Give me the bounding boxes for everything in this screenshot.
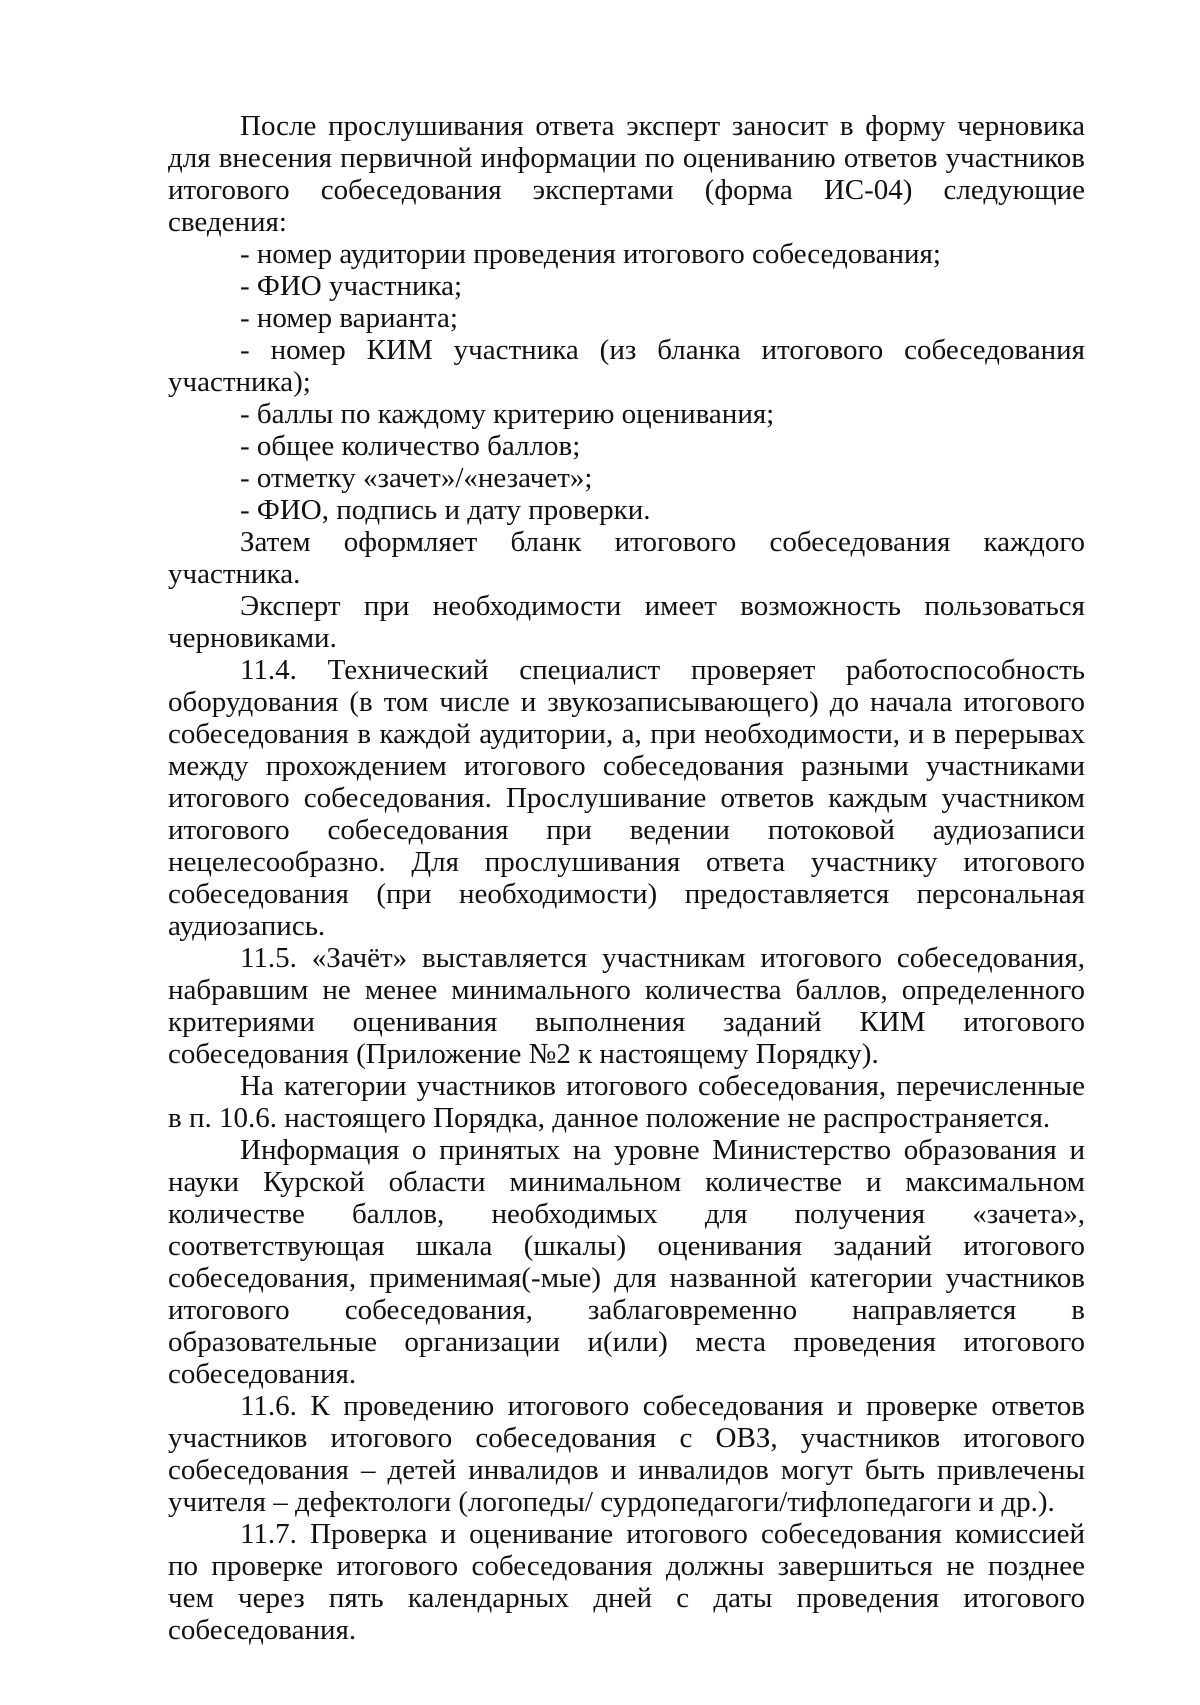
paragraph-information: Информация о принятых на уровне Министерство образования и науки Курской области минимальном количестве и максимальном количестве баллов, необходимых для получения «зачета», соответствующая шкала (шкалы) оценивания заданий итогового собеседования, применимая(-мые) для названной категории участников итогового собеседования, заблаговременно направляется в образовательные организации и(или) места проведения итогового собеседования. <box>168 1134 1085 1390</box>
list-item-pass-mark: - отметку «зачет»/«незачет»; <box>240 462 593 494</box>
list-item-variant-number: - номер варианта; <box>240 302 458 334</box>
paragraph-fill-form: Затем оформляет бланк итогового собеседования каждого участника. <box>168 526 1085 590</box>
paragraph-11-6: 11.6. К проведению итогового собеседования и проверке ответов участников итогового собеседования с ОВЗ, участников итогового собеседования – детей инвалидов и инвалидов могут быть привлечены учителя – дефектологи (логопеды/ сурдопедагоги/тифлопедагоги и др.). <box>168 1390 1085 1518</box>
paragraph-categories: На категории участников итогового собеседования, перечисленные в п. 10.6. настоящего Порядка, данное положение не распространяется. <box>168 1070 1085 1134</box>
list-item-kim-number: - номер КИМ участника (из бланка итогового собеседования участника); <box>168 334 1085 398</box>
list-item-room-number: - номер аудитории проведения итогового собеседования; <box>240 238 941 270</box>
paragraph-11-5: 11.5. «Зачёт» выставляется участникам итогового собеседования, набравшим не менее минимального количества баллов, определенного критериями оценивания выполнения заданий КИМ итогового собеседования (Приложение №2 к настоящему Порядку). <box>168 942 1085 1070</box>
paragraph-11-4: 11.4. Технический специалист проверяет работоспособность оборудования (в том числе и звукозаписывающего) до начала итогового собеседования в каждой аудитории, а, при необходимости, и в перерывах между прохождением итогового собеседования разными участниками итогового собеседования. Прослушивание ответов каждым участником итогового собеседования при ведении потоковой аудиозаписи нецелесообразно. Для прослушивания ответа участнику итогового собеседования (при необходимости) предоставляется персональная аудиозапись. <box>168 654 1085 942</box>
list-item-signature-date: - ФИО, подпись и дату проверки. <box>240 494 651 526</box>
list-item-total-score: - общее количество баллов; <box>240 430 581 462</box>
list-item-criteria-scores: - баллы по каждому критерию оценивания; <box>240 398 775 430</box>
document-page <box>168 110 1085 1646</box>
paragraph-drafts: Эксперт при необходимости имеет возможность пользоваться черновиками. <box>168 590 1085 654</box>
paragraph-11-7: 11.7. Проверка и оценивание итогового собеседования комиссией по проверке итогового собеседования должны завершиться не позднее чем через пять календарных дней с даты проведения итогового собеседования. <box>168 1518 1085 1646</box>
list-item-participant-name: - ФИО участника; <box>240 270 463 302</box>
paragraph-intro: После прослушивания ответа эксперт заносит в форму черновика для внесения первичной информации по оцениванию ответов участников итогового собеседования экспертами (форма ИС-04) следующие сведения: <box>168 110 1085 238</box>
